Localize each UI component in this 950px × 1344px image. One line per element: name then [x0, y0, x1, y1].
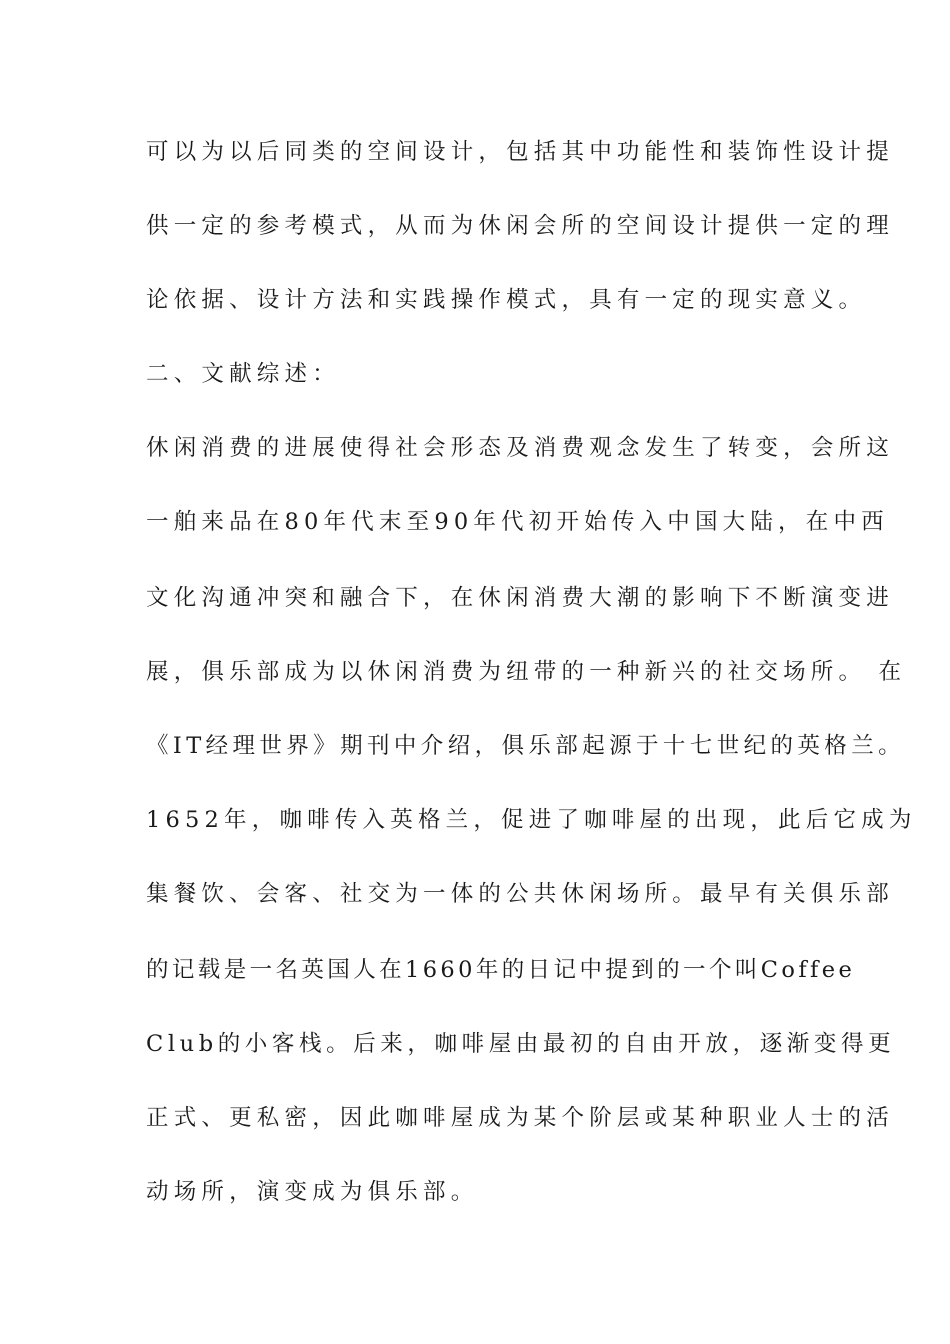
- text-line: 动场所，演变成为俱乐部。: [146, 1179, 479, 1205]
- text-line: Club的小客栈。后来，咖啡屋由最初的自由开放，逐渐变得更: [146, 1031, 896, 1057]
- section-heading: 二、文献综述：: [146, 361, 340, 387]
- text-line: 供一定的参考模式，从而为休闲会所的空间设计提供一定的理: [146, 213, 894, 239]
- text-line: 论依据、设计方法和实践操作模式，具有一定的现实意义。: [146, 287, 867, 313]
- text-line: 正式、更私密，因此咖啡屋成为某个阶层或某种职业人士的活: [146, 1105, 894, 1131]
- text-line: 一舶来品在80年代末至90年代初开始传入中国大陆，在中西: [146, 509, 889, 535]
- text-line: 1652年，咖啡传入英格兰，促进了咖啡屋的出现，此后它成为: [146, 807, 917, 833]
- text-line: 的记载是一名英国人在1660年的日记中提到的一个叫Coffee: [146, 957, 856, 983]
- text-line: 文化沟通冲突和融合下，在休闲消费大潮的影响下不断演变进: [146, 585, 894, 611]
- text-line: 可以为以后同类的空间设计，包括其中功能性和装饰性设计提: [146, 139, 894, 165]
- text-line: 展，俱乐部成为以休闲消费为纽带的一种新兴的社交场所。 在: [146, 659, 907, 685]
- text-line: 休闲消费的进展使得社会形态及消费观念发生了转变，会所这: [146, 435, 894, 461]
- text-line: 《IT经理世界》期刊中介绍，俱乐部起源于十七世纪的英格兰。: [146, 733, 905, 759]
- text-line: 集餐饮、会客、社交为一体的公共休闲场所。最早有关俱乐部: [146, 881, 894, 907]
